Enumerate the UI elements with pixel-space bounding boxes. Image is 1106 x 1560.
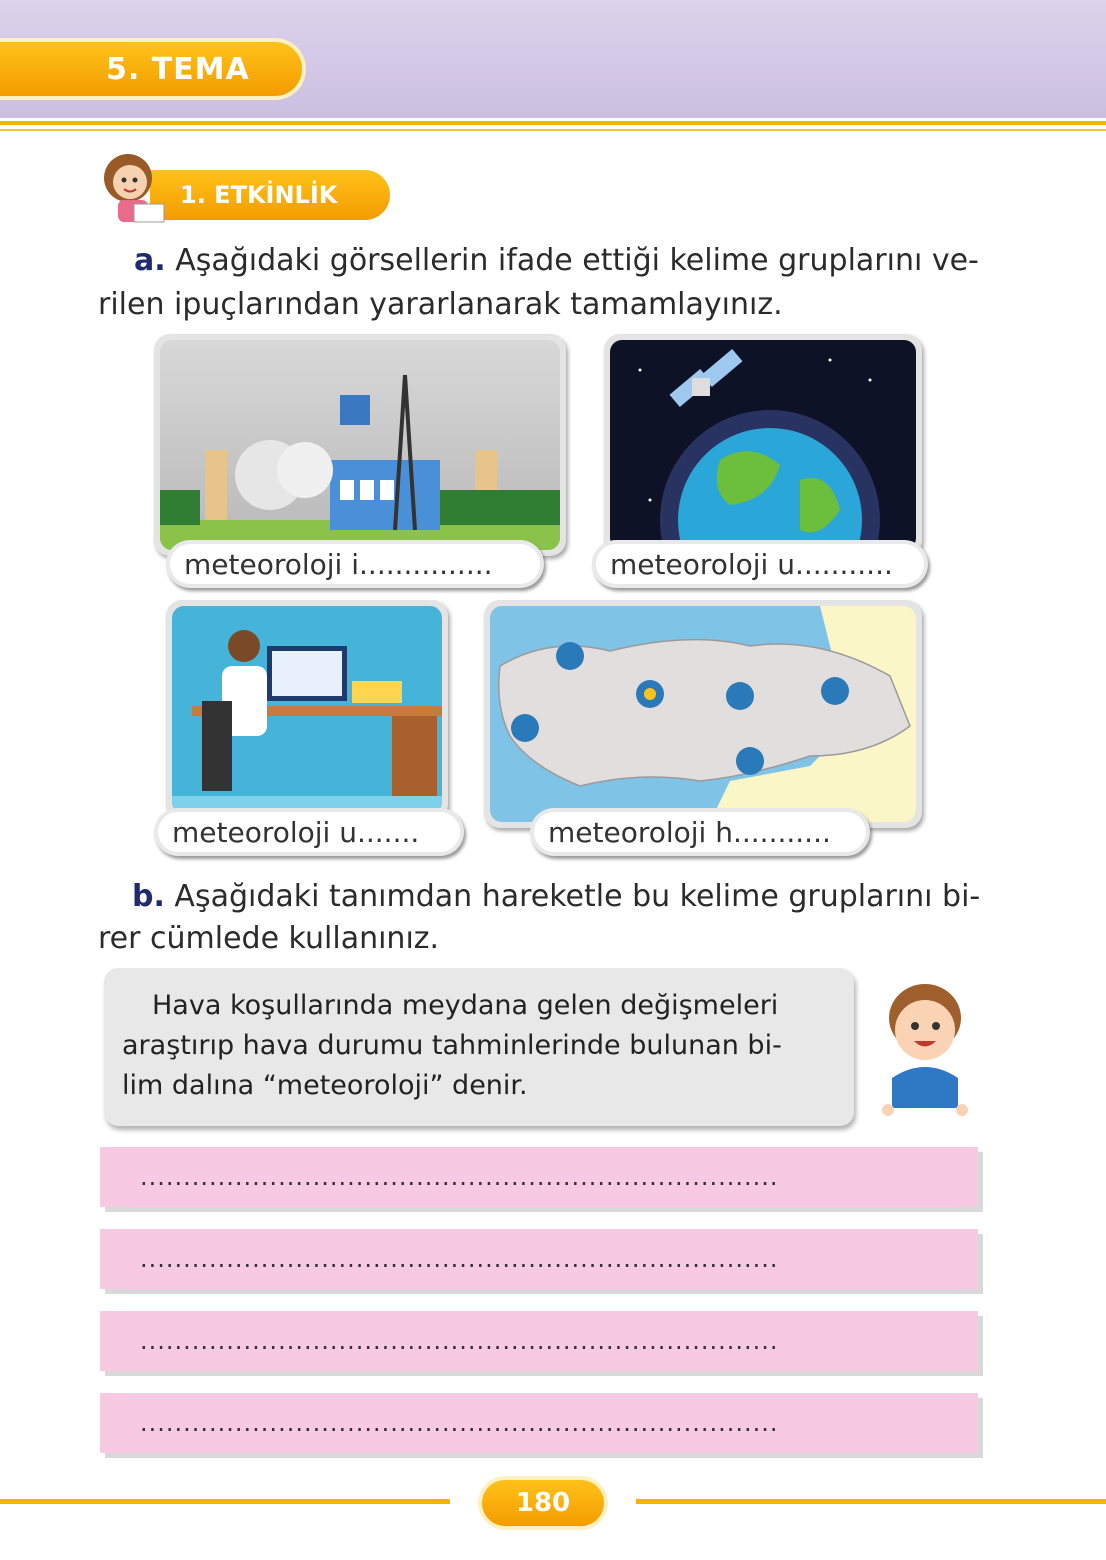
- boy-mascot-icon: [870, 978, 980, 1118]
- footer-line-right: [636, 1499, 1106, 1504]
- caption-pill-2: [592, 540, 928, 588]
- page-number: 180: [482, 1480, 604, 1526]
- definition-text: [122, 986, 842, 1106]
- part-b-letter: b.: [132, 879, 165, 914]
- definition-line1: Hava koşullarında meydana gelen değişmeleri: [152, 990, 779, 1021]
- part-b-line1: [132, 876, 992, 918]
- part-a-letter: a.: [134, 243, 166, 278]
- answer-line-4[interactable]: ..........................................................................: [100, 1393, 978, 1453]
- part-b-text2: rer cümlede kullanınız.: [98, 921, 440, 956]
- weather-station-illustration: [160, 340, 560, 550]
- part-a-text2: rilen ipuçlarından yararlanarak tamamlayınız.: [98, 287, 783, 322]
- answer-line-3[interactable]: ..........................................................................: [100, 1311, 978, 1371]
- caption-4[interactable]: meteoroloji h...........: [534, 812, 866, 852]
- caption-pill-3: [154, 808, 464, 856]
- caption-pill-1: [166, 540, 544, 588]
- part-a-text1: Aşağıdaki görsellerin ifade ettiği kelime gruplarını ve-: [175, 243, 979, 278]
- scientist-card: [166, 600, 448, 820]
- theme-label: 5. TEMA: [0, 42, 302, 96]
- part-b-text1: Aşağıdaki tanımdan hareketle bu kelime gruplarını bi-: [174, 879, 981, 914]
- scientist-illustration: [172, 606, 442, 814]
- caption-2[interactable]: meteoroloji u...........: [596, 544, 924, 584]
- definition-line3: lim dalına “meteoroloji” denir.: [122, 1070, 528, 1101]
- weather-map-card: [484, 600, 922, 828]
- page-number-badge: [478, 1476, 608, 1530]
- definition-line2: araştırıp hava durumu tahminlerinde bulunan bi-: [122, 1030, 782, 1061]
- theme-badge: [0, 38, 306, 100]
- caption-3[interactable]: meteoroloji u.......: [158, 812, 460, 852]
- weather-map-illustration: [490, 606, 916, 822]
- part-a-line1: [134, 240, 994, 282]
- girl-mascot-icon: [98, 148, 168, 226]
- caption-1[interactable]: meteoroloji i...............: [170, 544, 540, 584]
- header-divider-thin: [0, 129, 1106, 131]
- satellite-card: [604, 334, 922, 556]
- weather-station-card: [154, 334, 566, 556]
- footer-line-left: [0, 1499, 450, 1504]
- answer-line-2[interactable]: ..........................................................................: [100, 1229, 978, 1289]
- header-divider: [0, 121, 1106, 125]
- activity-badge: 1. ETKİNLİK: [150, 170, 390, 220]
- answer-line-1[interactable]: ..........................................................................: [100, 1147, 978, 1207]
- satellite-earth-illustration: [610, 340, 916, 550]
- caption-pill-4: [530, 808, 870, 856]
